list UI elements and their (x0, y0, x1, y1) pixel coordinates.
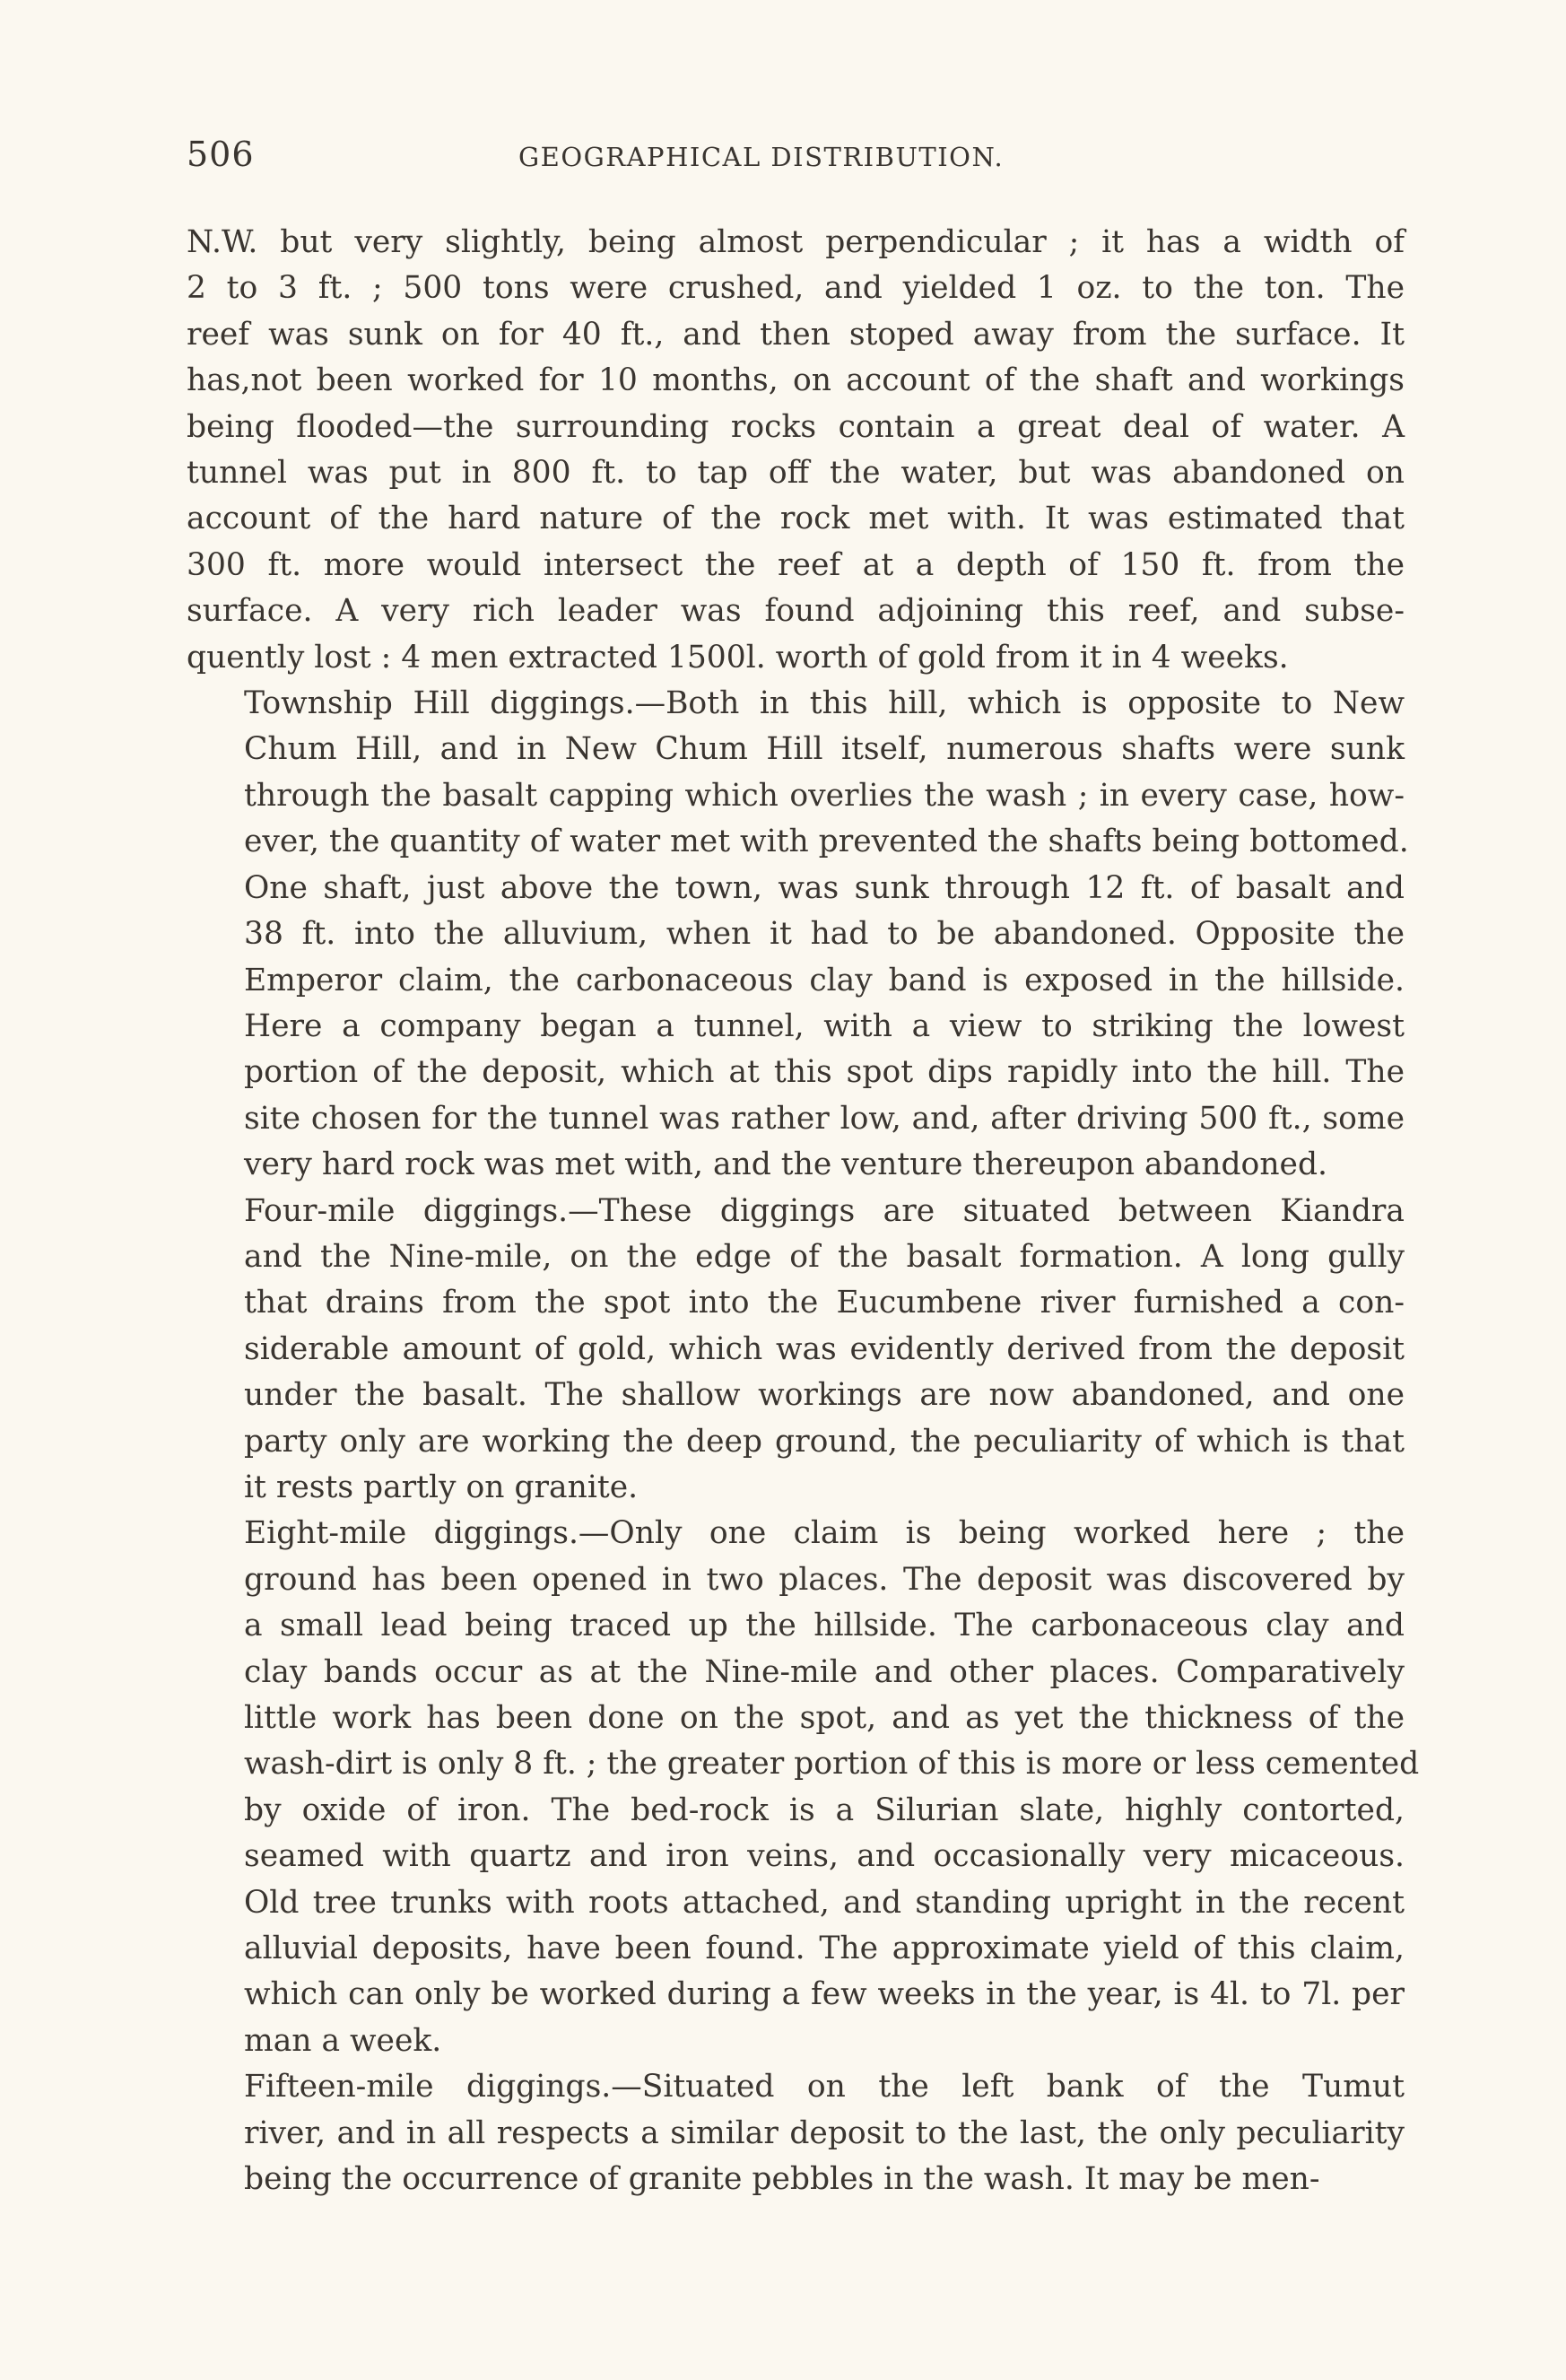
text-line: has,not been worked for 10 months, on account of the shaft and workings (187, 362, 1405, 399)
text-line: Old tree trunks with roots attached, and standing upright in the recent (244, 1884, 1405, 1921)
paragraph (187, 2064, 1405, 2202)
text-line: Here a company began a tunnel, with a view to striking the lowest (244, 1007, 1405, 1044)
text-line: One shaft, just above the town, was sunk through 12 ft. of basalt and (244, 869, 1405, 906)
paragraph (187, 1189, 1405, 1512)
paragraph (187, 681, 1409, 1188)
text-line: river, and in all respects a similar deposit to the last, the only peculiarity (244, 2114, 1405, 2151)
text-line: Fifteen-mile diggings.—Situated on the left bank of the Tumut (244, 2069, 1405, 2105)
text-line: Chum Hill, and in New Chum Hill itself, numerous shafts were sunk (244, 731, 1405, 768)
text-line: seamed with quartz and iron veins, and occasionally very micaceous. (244, 1838, 1405, 1875)
body-text (187, 220, 1420, 2202)
text-line: account of the hard nature of the rock met with. It was estimated that (187, 501, 1405, 537)
text-line: Emperor claim, the carbonaceous clay band is exposed in the hillside. (244, 962, 1405, 998)
text-line: being flooded—the surrounding rocks contain a great deal of water. A (187, 408, 1405, 445)
text-line: clay bands occur as at the Nine-mile and other places. Comparatively (244, 1653, 1405, 1690)
text-line: tunnel was put in 800 ft. to tap off the water, but was abandoned on (187, 455, 1405, 492)
text-line: Eight-mile diggings.—Only one claim is being worked here ; the (244, 1515, 1405, 1552)
text-line: under the basalt. The shallow workings are now abandoned, and one (244, 1377, 1405, 1414)
text-line: very hard rock was met with, and the venture thereupon abandoned. (244, 1146, 1328, 1183)
text-line: being the occurrence of granite pebbles in the wash. It may be men- (244, 2161, 1320, 2198)
text-line: 300 ft. more would intersect the reef at a depth of 150 ft. from the (187, 546, 1405, 583)
text-line: reef was sunk on for 40 ft., and then stoped away from the surface. It (187, 316, 1405, 353)
text-line: man a week. (244, 2022, 442, 2059)
text-line: 2 to 3 ft. ; 500 tons were crushed, and yielded 1 oz. to the ton. The (187, 270, 1405, 307)
text-line: a small lead being traced up the hillside. The carbonaceous clay and (244, 1608, 1405, 1644)
text-line: Four-mile diggings.—These diggings are situated between Kiandra (244, 1192, 1405, 1229)
text-line: ever, the quantity of water met with prevented the shafts being bottomed. (244, 824, 1409, 860)
text-line: siderable amount of gold, which was evidently derived from the deposit (244, 1330, 1405, 1367)
text-line: Township Hill diggings.—Both in this hill, which is opposite to New (244, 685, 1405, 722)
text-line: that drains from the spot into the Eucumbene river furnished a con- (244, 1285, 1405, 1321)
paragraph (187, 1511, 1420, 2064)
text-line: 38 ft. into the alluvium, when it had to be abandoned. Opposite the (244, 916, 1405, 953)
text-line: by oxide of iron. The bed-rock is a Silurian slate, highly contorted, (244, 1792, 1405, 1828)
text-line: surface. A very rich leader was found adjoining this reef, and subse- (187, 593, 1405, 630)
paragraph (187, 220, 1405, 681)
text-line: site chosen for the tunnel was rather low, and, after driving 500 ft., some (244, 1100, 1405, 1137)
text-line: little work has been done on the spot, and as yet the thickness of the (244, 1700, 1405, 1736)
text-line: through the basalt capping which overlies the wash ; in every case, how- (244, 777, 1405, 814)
text-line: party only are working the deep ground, the peculiarity of which is that (244, 1423, 1405, 1460)
text-line: ground has been opened in two places. The deposit was discovered by (244, 1561, 1405, 1598)
running-head (187, 135, 1405, 188)
text-line: alluvial deposits, have been found. The approximate yield of this claim, (244, 1931, 1405, 1967)
text-line: quently lost : 4 men extracted 1500l. worth of gold from it in 4 weeks. (187, 639, 1289, 676)
text-line: which can only be worked during a few weeks in the year, is 4l. to 7l. per (244, 1976, 1405, 2013)
text-line: N.W. but very slightly, being almost perpendicular ; it has a width of (187, 224, 1405, 260)
text-line: it rests partly on granite. (244, 1469, 639, 1505)
text-line: wash-dirt is only 8 ft. ; the greater portion of this is more or less cemented (244, 1746, 1420, 1783)
text-line: and the Nine-mile, on the edge of the basalt formation. A long gully (244, 1238, 1405, 1275)
text-line: portion of the deposit, which at this spot dips rapidly into the hill. The (244, 1054, 1405, 1091)
page-number: 506 (187, 135, 255, 174)
running-title: GEOGRAPHICAL DISTRIBUTION. (518, 142, 1005, 172)
